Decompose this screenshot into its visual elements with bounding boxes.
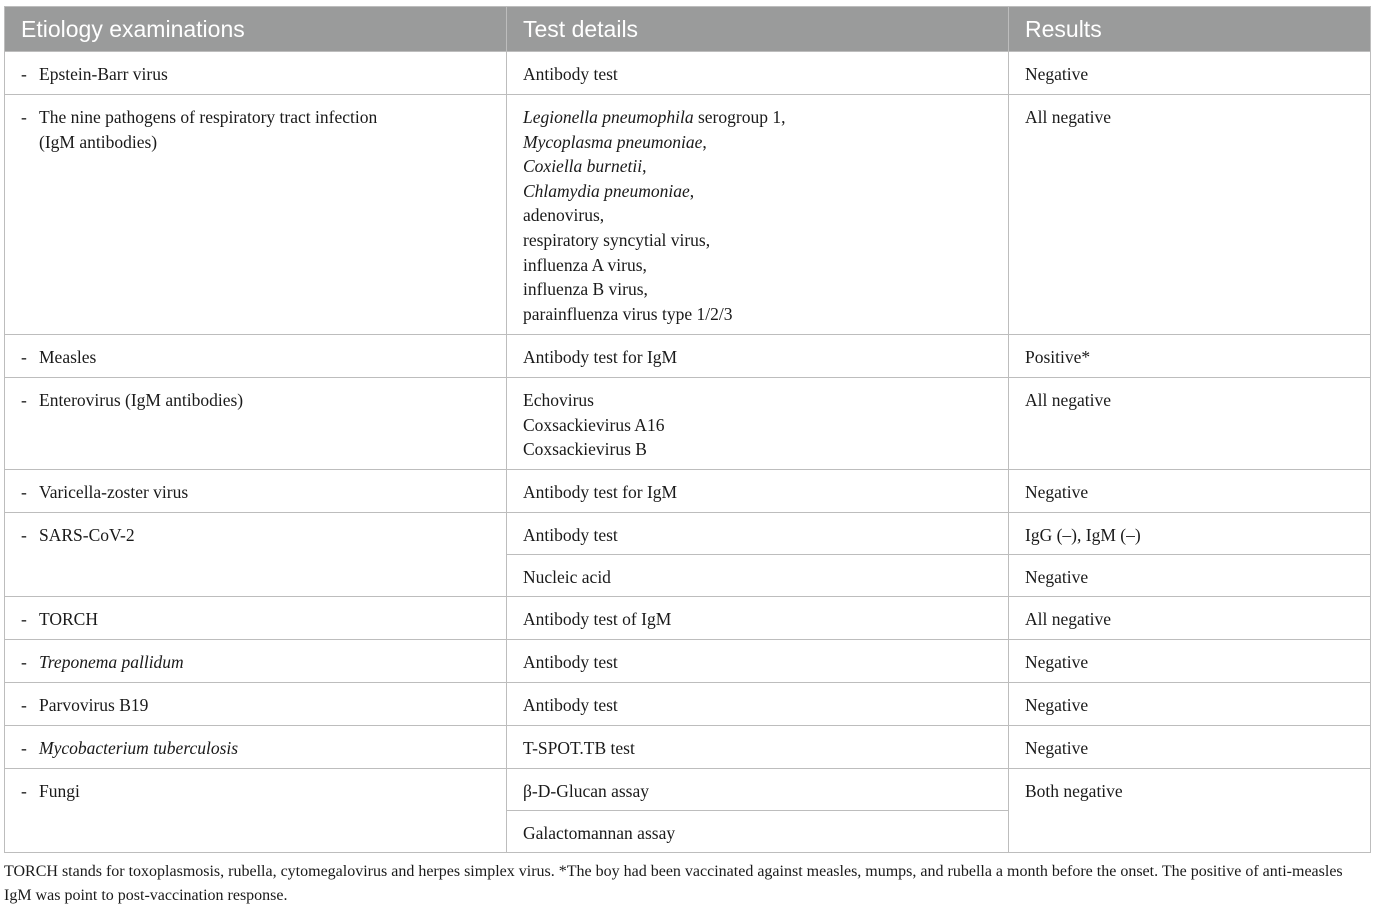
header-test-details: Test details [507, 7, 1009, 52]
test-cell: Antibody test [507, 52, 1009, 95]
exam-cell: - Fungi [5, 769, 507, 853]
result-cell: Negative [1009, 726, 1371, 769]
table-row [5, 52, 1371, 95]
test-item: Coxsackievirus A16 [523, 414, 665, 435]
dash: - [21, 525, 27, 545]
test-cell: Antibody test of IgM [507, 597, 1009, 640]
result-cell: Negative [1009, 470, 1371, 513]
table-row [5, 640, 1371, 683]
test-item: influenza B virus, [523, 279, 648, 300]
exam-cell: - Mycobacterium tuberculosis [5, 726, 507, 769]
test-item: Coxsackievirus B [523, 439, 647, 460]
result-cell: All negative [1009, 95, 1371, 335]
table-row [5, 95, 1371, 335]
exam-cell: - TORCH [5, 597, 507, 640]
table-row [5, 335, 1371, 378]
exam-cell: - Measles [5, 335, 507, 378]
dash: - [21, 390, 27, 410]
result-cell: Negative [1009, 640, 1371, 683]
test-item: adenovirus, [523, 205, 605, 226]
result-cell: All negative [1009, 597, 1371, 640]
dash: - [21, 781, 27, 801]
dash: - [21, 609, 27, 629]
dash: - [21, 347, 27, 367]
test-item: Chlamydia pneumoniae, [523, 180, 695, 201]
exam-cell: - Parvovirus B19 [5, 683, 507, 726]
test-cell: Antibody test [507, 513, 1009, 555]
header-results: Results [1009, 7, 1371, 52]
dash: - [21, 695, 27, 715]
table-row [5, 378, 1371, 470]
header-etiology-examinations: Etiology examinations [5, 7, 507, 52]
result-cell: Negative [1009, 52, 1371, 95]
test-cell: Antibody test [507, 683, 1009, 726]
table-row [5, 726, 1371, 769]
dash: - [21, 107, 27, 127]
dash: - [21, 652, 27, 672]
table-row [5, 513, 1371, 555]
test-item: Coxiella burnetii, [523, 156, 647, 177]
test-cell: Antibody test for IgM [507, 335, 1009, 378]
test-item: influenza A virus, [523, 254, 647, 275]
test-cell: Nucleic acid [507, 555, 1009, 597]
test-cell: T-SPOT.TB test [507, 726, 1009, 769]
exam-cell: - Epstein-Barr virus [5, 52, 507, 95]
dash: - [21, 738, 27, 758]
test-cell: β-D-Glucan assay [507, 769, 1009, 811]
test-cell [507, 378, 1009, 470]
dash: - [21, 64, 27, 84]
result-cell: Positive* [1009, 335, 1371, 378]
result-cell: Both negative [1009, 769, 1371, 853]
test-item: Legionella pneumophila serogroup 1, [523, 107, 786, 127]
test-cell [507, 95, 1009, 335]
test-cell: Antibody test [507, 640, 1009, 683]
table-row [5, 769, 1371, 811]
result-cell: IgG (–), IgM (–) [1009, 513, 1371, 555]
test-item: parainfluenza virus type 1/2/3 [523, 303, 733, 324]
table-row [5, 683, 1371, 726]
dash: - [21, 482, 27, 502]
exam-cell: - Enterovirus (IgM antibodies) [5, 378, 507, 470]
table-footnote: TORCH stands for toxoplasmosis, rubella, cytomegalovirus and herpes simplex virus. *The boy had been vaccinated against measles, mumps, and rubella a month before the onset. The positive of anti-measles IgM was point to post-vaccination response. [4, 863, 1343, 904]
exam-cell: - SARS-CoV-2 [5, 513, 507, 597]
test-item: Mycoplasma pneumoniae, [523, 131, 707, 152]
test-cell: Galactomannan assay [507, 811, 1009, 853]
exam-cell: - Varicella-zoster virus [5, 470, 507, 513]
test-item: respiratory syncytial virus, [523, 229, 711, 250]
exam-cell: - Treponema pallidum [5, 640, 507, 683]
exam-cell: - The nine pathogens of respiratory tract infection (IgM antibodies) [5, 95, 507, 335]
test-cell: Antibody test for IgM [507, 470, 1009, 513]
etiology-table [4, 6, 1371, 853]
result-cell: Negative [1009, 683, 1371, 726]
result-cell: All negative [1009, 378, 1371, 470]
table-row [5, 470, 1371, 513]
test-item: Echovirus [523, 390, 594, 410]
etiology-table-container [4, 6, 1370, 853]
table-header-row [5, 7, 1371, 52]
table-row [5, 597, 1371, 640]
result-cell: Negative [1009, 555, 1371, 597]
